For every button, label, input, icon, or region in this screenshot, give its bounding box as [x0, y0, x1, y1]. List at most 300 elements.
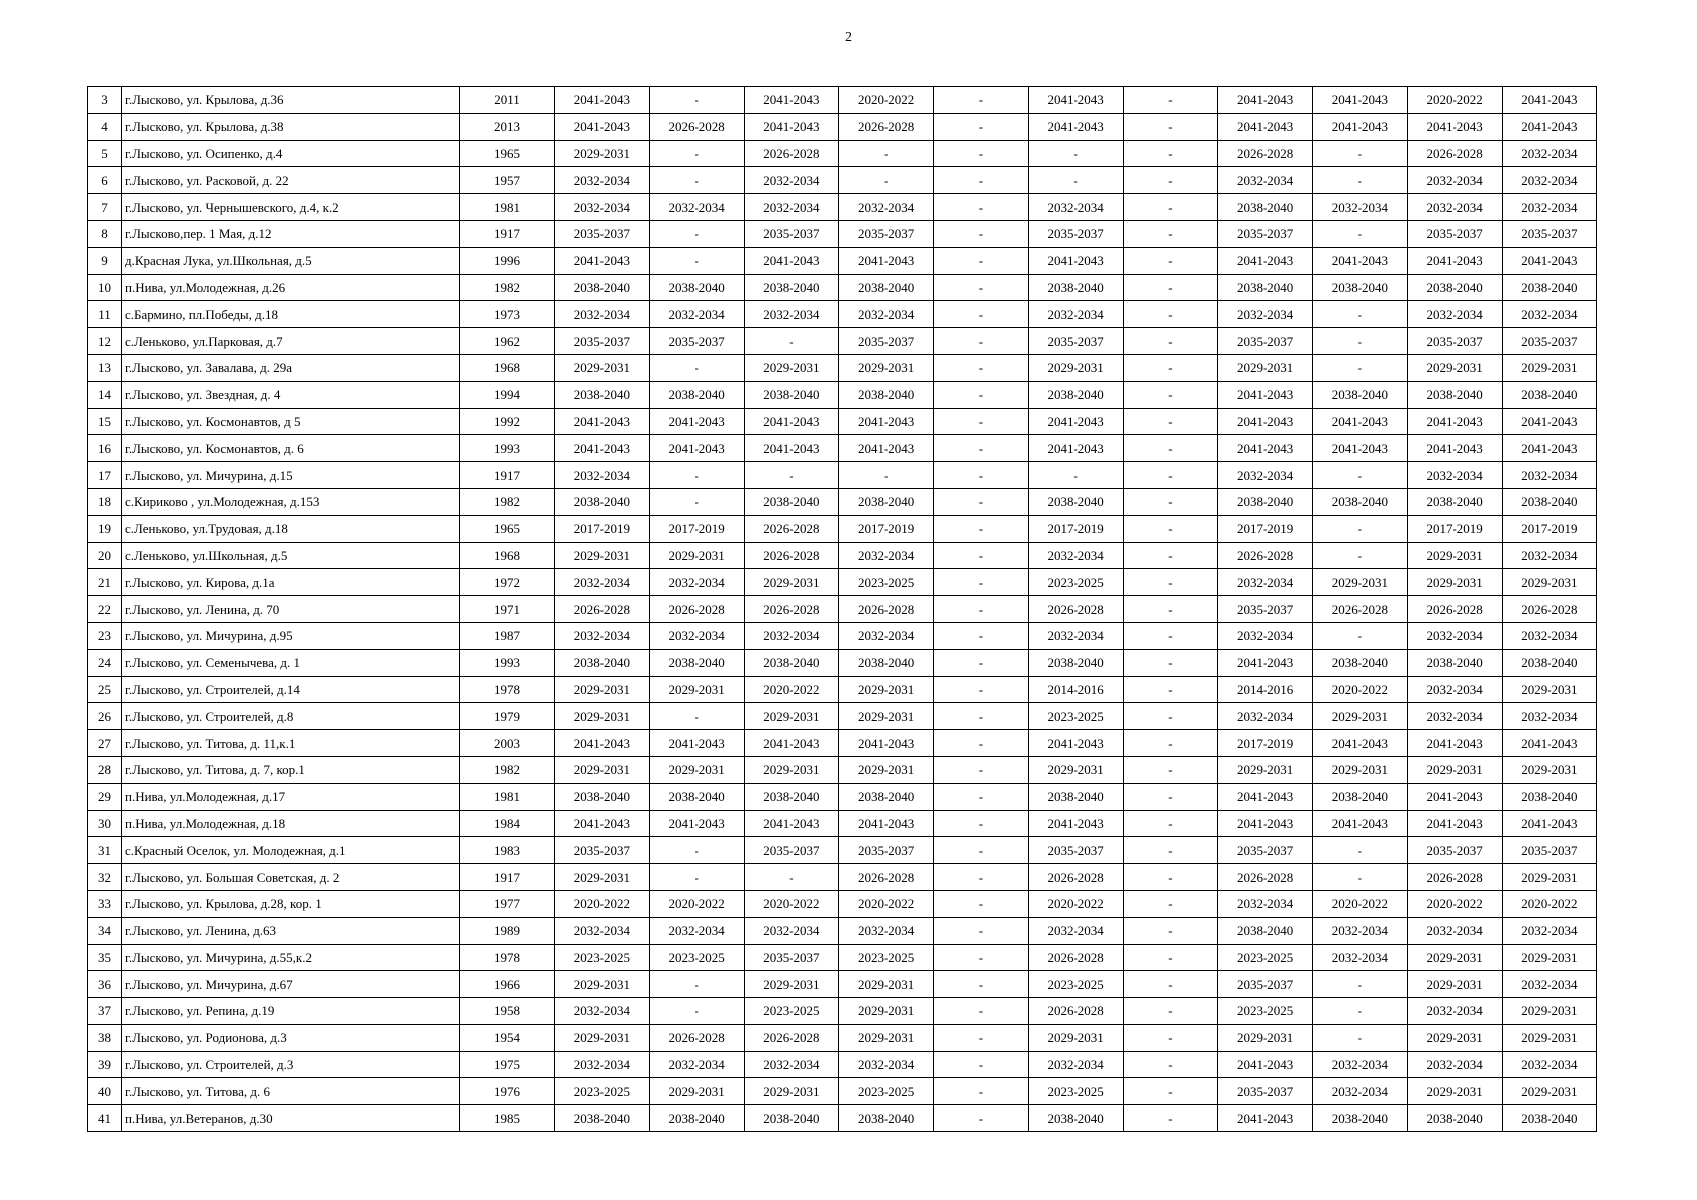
- term-cell-9: 2032-2034: [1313, 1078, 1408, 1105]
- term-cell-4: 2032-2034: [839, 542, 934, 569]
- term-cell-8: 2041-2043: [1218, 649, 1313, 676]
- address-cell: г.Лысково, ул. Мичурина, д.55,к.2: [122, 944, 460, 971]
- term-cell-6: 2038-2040: [1028, 488, 1123, 515]
- term-cell-1: 2038-2040: [555, 381, 650, 408]
- row-number-cell: 13: [88, 354, 122, 381]
- term-cell-7: -: [1123, 87, 1218, 114]
- term-cell-10: 2038-2040: [1407, 274, 1502, 301]
- term-cell-7: -: [1123, 1105, 1218, 1132]
- term-cell-10: 2032-2034: [1407, 462, 1502, 489]
- term-cell-2: -: [649, 488, 744, 515]
- term-cell-11: 2041-2043: [1502, 810, 1597, 837]
- table-row: [88, 596, 1597, 623]
- term-cell-4: 2023-2025: [839, 1078, 934, 1105]
- row-number-cell: 29: [88, 783, 122, 810]
- term-cell-7: -: [1123, 381, 1218, 408]
- row-number-cell: 20: [88, 542, 122, 569]
- term-cell-11: 2029-2031: [1502, 1078, 1597, 1105]
- term-cell-8: 2017-2019: [1218, 730, 1313, 757]
- term-cell-3: 2020-2022: [744, 890, 839, 917]
- row-number-cell: 3: [88, 87, 122, 114]
- address-cell: г.Лысково, ул. Строителей, д.14: [122, 676, 460, 703]
- term-cell-5: -: [934, 944, 1029, 971]
- term-cell-6: 2041-2043: [1028, 810, 1123, 837]
- term-cell-10: 2041-2043: [1407, 810, 1502, 837]
- term-cell-9: 2020-2022: [1313, 676, 1408, 703]
- term-cell-11: 2029-2031: [1502, 1024, 1597, 1051]
- row-number-cell: 14: [88, 381, 122, 408]
- term-cell-8: 2032-2034: [1218, 167, 1313, 194]
- address-cell: г.Лысково, ул. Строителей, д.3: [122, 1051, 460, 1078]
- term-cell-5: -: [934, 220, 1029, 247]
- term-cell-7: -: [1123, 890, 1218, 917]
- term-cell-4: 2026-2028: [839, 596, 934, 623]
- term-cell-9: 2038-2040: [1313, 381, 1408, 408]
- term-cell-8: 2029-2031: [1218, 354, 1313, 381]
- term-cell-10: 2029-2031: [1407, 1024, 1502, 1051]
- table-row: [88, 864, 1597, 891]
- term-cell-1: 2029-2031: [555, 354, 650, 381]
- term-cell-11: 2038-2040: [1502, 274, 1597, 301]
- table-row: [88, 462, 1597, 489]
- term-cell-9: 2029-2031: [1313, 569, 1408, 596]
- term-cell-6: 2038-2040: [1028, 783, 1123, 810]
- year-cell: 1965: [460, 140, 555, 167]
- term-cell-6: 2032-2034: [1028, 917, 1123, 944]
- term-cell-5: -: [934, 301, 1029, 328]
- year-cell: 1983: [460, 837, 555, 864]
- term-cell-5: -: [934, 756, 1029, 783]
- row-number-cell: 32: [88, 864, 122, 891]
- term-cell-2: 2032-2034: [649, 622, 744, 649]
- row-number-cell: 17: [88, 462, 122, 489]
- row-number-cell: 11: [88, 301, 122, 328]
- term-cell-1: 2032-2034: [555, 194, 650, 221]
- term-cell-1: 2029-2031: [555, 140, 650, 167]
- term-cell-3: 2041-2043: [744, 247, 839, 274]
- term-cell-11: 2032-2034: [1502, 194, 1597, 221]
- year-cell: 1978: [460, 944, 555, 971]
- term-cell-11: 2032-2034: [1502, 703, 1597, 730]
- term-cell-11: 2029-2031: [1502, 354, 1597, 381]
- table-row: [88, 194, 1597, 221]
- table-row: [88, 381, 1597, 408]
- term-cell-3: 2029-2031: [744, 756, 839, 783]
- term-cell-6: 2023-2025: [1028, 971, 1123, 998]
- term-cell-11: 2032-2034: [1502, 971, 1597, 998]
- term-cell-10: 2026-2028: [1407, 864, 1502, 891]
- term-cell-3: 2038-2040: [744, 381, 839, 408]
- term-cell-11: 2041-2043: [1502, 730, 1597, 757]
- term-cell-2: 2026-2028: [649, 1024, 744, 1051]
- term-cell-3: 2038-2040: [744, 649, 839, 676]
- term-cell-9: -: [1313, 354, 1408, 381]
- term-cell-5: -: [934, 837, 1029, 864]
- term-cell-8: 2023-2025: [1218, 944, 1313, 971]
- term-cell-11: 2032-2034: [1502, 542, 1597, 569]
- term-cell-4: 2041-2043: [839, 810, 934, 837]
- term-cell-9: 2032-2034: [1313, 194, 1408, 221]
- term-cell-3: 2038-2040: [744, 1105, 839, 1132]
- term-cell-2: -: [649, 220, 744, 247]
- term-cell-2: -: [649, 971, 744, 998]
- year-cell: 1966: [460, 971, 555, 998]
- term-cell-9: 2026-2028: [1313, 596, 1408, 623]
- term-cell-10: 2029-2031: [1407, 569, 1502, 596]
- term-cell-3: 2029-2031: [744, 569, 839, 596]
- term-cell-10: 2032-2034: [1407, 301, 1502, 328]
- term-cell-3: 2026-2028: [744, 596, 839, 623]
- term-cell-7: -: [1123, 971, 1218, 998]
- term-cell-11: 2035-2037: [1502, 837, 1597, 864]
- term-cell-9: -: [1313, 167, 1408, 194]
- term-cell-3: 2032-2034: [744, 194, 839, 221]
- year-cell: 1972: [460, 569, 555, 596]
- address-cell: г.Лысково, ул. Космонавтов, д 5: [122, 408, 460, 435]
- term-cell-7: -: [1123, 1024, 1218, 1051]
- term-cell-1: 2041-2043: [555, 730, 650, 757]
- row-number-cell: 40: [88, 1078, 122, 1105]
- term-cell-1: 2029-2031: [555, 971, 650, 998]
- term-cell-10: 2020-2022: [1407, 890, 1502, 917]
- term-cell-5: -: [934, 87, 1029, 114]
- term-cell-7: -: [1123, 140, 1218, 167]
- term-cell-9: -: [1313, 971, 1408, 998]
- term-cell-7: -: [1123, 649, 1218, 676]
- table-row: [88, 1105, 1597, 1132]
- term-cell-4: 2041-2043: [839, 435, 934, 462]
- term-cell-11: 2038-2040: [1502, 381, 1597, 408]
- term-cell-5: -: [934, 354, 1029, 381]
- term-cell-4: -: [839, 462, 934, 489]
- term-cell-5: -: [934, 140, 1029, 167]
- term-cell-1: 2029-2031: [555, 756, 650, 783]
- page-number: 2: [845, 30, 852, 45]
- year-cell: 1978: [460, 676, 555, 703]
- term-cell-1: 2038-2040: [555, 488, 650, 515]
- term-cell-9: 2038-2040: [1313, 488, 1408, 515]
- term-cell-8: 2041-2043: [1218, 783, 1313, 810]
- term-cell-10: 2032-2034: [1407, 622, 1502, 649]
- term-cell-11: 2035-2037: [1502, 328, 1597, 355]
- term-cell-3: 2032-2034: [744, 917, 839, 944]
- year-cell: 1979: [460, 703, 555, 730]
- term-cell-6: 2032-2034: [1028, 542, 1123, 569]
- term-cell-7: -: [1123, 435, 1218, 462]
- term-cell-2: 2041-2043: [649, 730, 744, 757]
- term-cell-9: 2041-2043: [1313, 408, 1408, 435]
- term-cell-8: 2026-2028: [1218, 864, 1313, 891]
- term-cell-6: 2023-2025: [1028, 703, 1123, 730]
- term-cell-6: 2023-2025: [1028, 569, 1123, 596]
- term-cell-2: -: [649, 354, 744, 381]
- address-cell: с.Леньково, ул.Парковая, д.7: [122, 328, 460, 355]
- term-cell-10: 2038-2040: [1407, 1105, 1502, 1132]
- address-cell: г.Лысково, ул. Космонавтов, д. 6: [122, 435, 460, 462]
- term-cell-2: 2026-2028: [649, 113, 744, 140]
- term-cell-8: 2041-2043: [1218, 381, 1313, 408]
- term-cell-8: 2035-2037: [1218, 220, 1313, 247]
- term-cell-10: 2035-2037: [1407, 837, 1502, 864]
- term-cell-8: 2032-2034: [1218, 462, 1313, 489]
- term-cell-5: -: [934, 328, 1029, 355]
- address-cell: п.Нива, ул.Молодежная, д.26: [122, 274, 460, 301]
- term-cell-4: 2041-2043: [839, 247, 934, 274]
- term-cell-4: 2032-2034: [839, 194, 934, 221]
- term-cell-6: 2026-2028: [1028, 596, 1123, 623]
- year-cell: 1989: [460, 917, 555, 944]
- year-cell: 1996: [460, 247, 555, 274]
- term-cell-6: 2032-2034: [1028, 1051, 1123, 1078]
- table-row: [88, 890, 1597, 917]
- term-cell-6: 2041-2043: [1028, 87, 1123, 114]
- table-row: [88, 408, 1597, 435]
- term-cell-5: -: [934, 1024, 1029, 1051]
- row-number-cell: 39: [88, 1051, 122, 1078]
- term-cell-5: -: [934, 596, 1029, 623]
- term-cell-1: 2032-2034: [555, 167, 650, 194]
- row-number-cell: 16: [88, 435, 122, 462]
- address-cell: г.Лысково, ул. Расковой, д. 22: [122, 167, 460, 194]
- term-cell-8: 2041-2043: [1218, 247, 1313, 274]
- term-cell-10: 2032-2034: [1407, 194, 1502, 221]
- term-cell-3: -: [744, 328, 839, 355]
- term-cell-8: 2041-2043: [1218, 1105, 1313, 1132]
- address-cell: с.Красный Оселок, ул. Молодежная, д.1: [122, 837, 460, 864]
- term-cell-10: 2041-2043: [1407, 113, 1502, 140]
- term-cell-7: -: [1123, 1051, 1218, 1078]
- term-cell-2: 2032-2034: [649, 1051, 744, 1078]
- term-cell-3: 2041-2043: [744, 730, 839, 757]
- term-cell-2: -: [649, 864, 744, 891]
- year-cell: 1987: [460, 622, 555, 649]
- term-cell-9: -: [1313, 998, 1408, 1025]
- address-cell: с.Леньково, ул.Школьная, д.5: [122, 542, 460, 569]
- term-cell-8: 2029-2031: [1218, 756, 1313, 783]
- term-cell-1: 2035-2037: [555, 837, 650, 864]
- term-cell-5: -: [934, 783, 1029, 810]
- year-cell: 1968: [460, 354, 555, 381]
- term-cell-5: -: [934, 810, 1029, 837]
- term-cell-11: 2032-2034: [1502, 622, 1597, 649]
- address-cell: г.Лысково,пер. 1 Мая, д.12: [122, 220, 460, 247]
- term-cell-8: 2041-2043: [1218, 87, 1313, 114]
- term-cell-4: -: [839, 167, 934, 194]
- term-cell-2: 2023-2025: [649, 944, 744, 971]
- table-row: [88, 783, 1597, 810]
- term-cell-6: 2029-2031: [1028, 354, 1123, 381]
- term-cell-11: 2032-2034: [1502, 167, 1597, 194]
- term-cell-7: -: [1123, 569, 1218, 596]
- term-cell-8: 2041-2043: [1218, 113, 1313, 140]
- term-cell-9: 2038-2040: [1313, 1105, 1408, 1132]
- address-cell: г.Лысково, ул. Мичурина, д.95: [122, 622, 460, 649]
- term-cell-2: 2026-2028: [649, 596, 744, 623]
- term-cell-7: -: [1123, 462, 1218, 489]
- term-cell-4: 2029-2031: [839, 998, 934, 1025]
- term-cell-10: 2032-2034: [1407, 167, 1502, 194]
- address-cell: с.Леньково, ул.Трудовая, д.18: [122, 515, 460, 542]
- term-cell-2: -: [649, 87, 744, 114]
- term-cell-1: 2032-2034: [555, 1051, 650, 1078]
- term-cell-11: 2029-2031: [1502, 756, 1597, 783]
- term-cell-1: 2032-2034: [555, 569, 650, 596]
- term-cell-8: 2035-2037: [1218, 328, 1313, 355]
- term-cell-11: 2020-2022: [1502, 890, 1597, 917]
- table-row: [88, 756, 1597, 783]
- table-row: [88, 87, 1597, 114]
- term-cell-6: 2038-2040: [1028, 381, 1123, 408]
- term-cell-11: 2029-2031: [1502, 569, 1597, 596]
- address-cell: г.Лысково, ул. Титова, д. 11,к.1: [122, 730, 460, 757]
- term-cell-5: -: [934, 462, 1029, 489]
- row-number-cell: 4: [88, 113, 122, 140]
- term-cell-1: 2041-2043: [555, 113, 650, 140]
- term-cell-3: 2026-2028: [744, 140, 839, 167]
- year-cell: 1994: [460, 381, 555, 408]
- term-cell-10: 2041-2043: [1407, 783, 1502, 810]
- term-cell-5: -: [934, 435, 1029, 462]
- term-cell-8: 2026-2028: [1218, 140, 1313, 167]
- table-row: [88, 301, 1597, 328]
- term-cell-7: -: [1123, 408, 1218, 435]
- term-cell-5: -: [934, 998, 1029, 1025]
- term-cell-6: 2029-2031: [1028, 756, 1123, 783]
- term-cell-3: -: [744, 462, 839, 489]
- term-cell-3: 2029-2031: [744, 1078, 839, 1105]
- term-cell-3: 2026-2028: [744, 1024, 839, 1051]
- term-cell-2: 2038-2040: [649, 783, 744, 810]
- year-cell: 1982: [460, 756, 555, 783]
- term-cell-10: 2032-2034: [1407, 998, 1502, 1025]
- year-cell: 1917: [460, 220, 555, 247]
- term-cell-4: 2029-2031: [839, 971, 934, 998]
- term-cell-1: 2038-2040: [555, 1105, 650, 1132]
- term-cell-4: 2026-2028: [839, 113, 934, 140]
- term-cell-9: 2041-2043: [1313, 435, 1408, 462]
- term-cell-1: 2041-2043: [555, 247, 650, 274]
- term-cell-4: 2038-2040: [839, 1105, 934, 1132]
- term-cell-3: 2041-2043: [744, 87, 839, 114]
- term-cell-3: 2035-2037: [744, 220, 839, 247]
- term-cell-3: 2032-2034: [744, 167, 839, 194]
- year-cell: 1957: [460, 167, 555, 194]
- term-cell-11: 2041-2043: [1502, 408, 1597, 435]
- term-cell-4: 2038-2040: [839, 783, 934, 810]
- row-number-cell: 12: [88, 328, 122, 355]
- term-cell-9: 2041-2043: [1313, 87, 1408, 114]
- term-cell-6: 2038-2040: [1028, 649, 1123, 676]
- term-cell-1: 2038-2040: [555, 649, 650, 676]
- year-cell: 1982: [460, 488, 555, 515]
- term-cell-11: 2029-2031: [1502, 998, 1597, 1025]
- year-cell: 1985: [460, 1105, 555, 1132]
- address-cell: г.Лысково, ул. Крылова, д.28, кор. 1: [122, 890, 460, 917]
- table-row: [88, 703, 1597, 730]
- address-cell: г.Лысково, ул. Строителей, д.8: [122, 703, 460, 730]
- row-number-cell: 33: [88, 890, 122, 917]
- term-cell-2: 2041-2043: [649, 810, 744, 837]
- term-cell-4: 2020-2022: [839, 890, 934, 917]
- year-cell: 1917: [460, 462, 555, 489]
- term-cell-10: 2029-2031: [1407, 354, 1502, 381]
- term-cell-9: 2038-2040: [1313, 649, 1408, 676]
- term-cell-7: -: [1123, 328, 1218, 355]
- row-number-cell: 9: [88, 247, 122, 274]
- address-cell: г.Лысково, ул. Крылова, д.38: [122, 113, 460, 140]
- term-cell-4: 2020-2022: [839, 87, 934, 114]
- row-number-cell: 15: [88, 408, 122, 435]
- table-row: [88, 569, 1597, 596]
- year-cell: 1981: [460, 194, 555, 221]
- term-cell-3: 2023-2025: [744, 998, 839, 1025]
- row-number-cell: 18: [88, 488, 122, 515]
- term-cell-9: -: [1313, 622, 1408, 649]
- term-cell-1: 2029-2031: [555, 542, 650, 569]
- term-cell-3: 2029-2031: [744, 703, 839, 730]
- term-cell-6: 2041-2043: [1028, 435, 1123, 462]
- table-row: [88, 837, 1597, 864]
- term-cell-10: 2026-2028: [1407, 140, 1502, 167]
- term-cell-2: 2029-2031: [649, 542, 744, 569]
- term-cell-6: 2032-2034: [1028, 194, 1123, 221]
- term-cell-6: -: [1028, 140, 1123, 167]
- term-cell-8: 2035-2037: [1218, 1078, 1313, 1105]
- term-cell-2: 2041-2043: [649, 435, 744, 462]
- term-cell-2: -: [649, 167, 744, 194]
- term-cell-9: 2032-2034: [1313, 1051, 1408, 1078]
- row-number-cell: 23: [88, 622, 122, 649]
- row-number-cell: 35: [88, 944, 122, 971]
- table-row: [88, 113, 1597, 140]
- address-cell: г.Лысково, ул. Звездная, д. 4: [122, 381, 460, 408]
- row-number-cell: 26: [88, 703, 122, 730]
- term-cell-6: 2014-2016: [1028, 676, 1123, 703]
- term-cell-5: -: [934, 917, 1029, 944]
- table-row: [88, 140, 1597, 167]
- term-cell-3: -: [744, 864, 839, 891]
- term-cell-8: 2029-2031: [1218, 1024, 1313, 1051]
- term-cell-2: 2038-2040: [649, 649, 744, 676]
- term-cell-3: 2032-2034: [744, 301, 839, 328]
- term-cell-3: 2029-2031: [744, 971, 839, 998]
- term-cell-7: -: [1123, 944, 1218, 971]
- table-row: [88, 274, 1597, 301]
- term-cell-4: 2023-2025: [839, 569, 934, 596]
- term-cell-10: 2029-2031: [1407, 542, 1502, 569]
- term-cell-7: -: [1123, 730, 1218, 757]
- term-cell-6: 2035-2037: [1028, 328, 1123, 355]
- year-cell: 1965: [460, 515, 555, 542]
- row-number-cell: 22: [88, 596, 122, 623]
- term-cell-5: -: [934, 730, 1029, 757]
- term-cell-9: -: [1313, 515, 1408, 542]
- term-cell-9: -: [1313, 301, 1408, 328]
- term-cell-8: 2038-2040: [1218, 488, 1313, 515]
- term-cell-11: 2038-2040: [1502, 649, 1597, 676]
- term-cell-4: 2032-2034: [839, 301, 934, 328]
- term-cell-2: 2038-2040: [649, 1105, 744, 1132]
- term-cell-10: 2017-2019: [1407, 515, 1502, 542]
- term-cell-7: -: [1123, 837, 1218, 864]
- address-cell: п.Нива, ул.Молодежная, д.17: [122, 783, 460, 810]
- term-cell-8: 2017-2019: [1218, 515, 1313, 542]
- term-cell-7: -: [1123, 220, 1218, 247]
- term-cell-7: -: [1123, 354, 1218, 381]
- term-cell-2: 2020-2022: [649, 890, 744, 917]
- term-cell-5: -: [934, 1078, 1029, 1105]
- term-cell-4: 2041-2043: [839, 730, 934, 757]
